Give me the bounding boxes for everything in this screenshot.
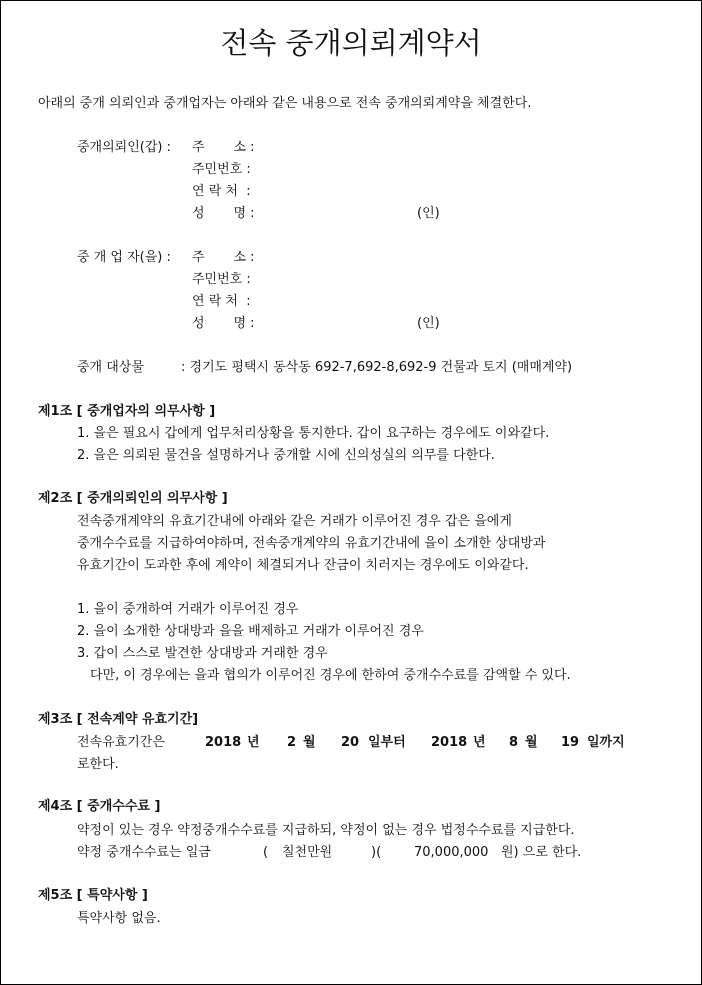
party-a-seal: (인) (417, 206, 440, 221)
article-2-item-3: 3. 갑이 스스로 발견한 상대방과 거래한 경우 (77, 646, 328, 661)
article-4-line-1: 약정이 있는 경우 약정중개수수료를 지급하되, 약정이 없는 경우 법정수수료를 지급한다. (77, 823, 575, 838)
end-month-unit: 월 (525, 735, 538, 750)
fee-numeric-amount: 70,000,000 (414, 845, 489, 860)
object-value: : 경기도 평택시 동삭동 692-7,692-8,692-9 건물과 토지 (매매계약) (181, 360, 573, 375)
end-year: 2018 (431, 735, 468, 750)
fee-prefix: 약정 중개수수료는 일금 (77, 845, 211, 860)
article-1-line-1: 1. 을은 필요시 갑에게 업무처리상황을 통지한다. 갑이 요구하는 경우에도 이와같다. (77, 426, 550, 441)
article-1-heading: 제1조 [ 중개업자의 의무사항 ] (38, 404, 216, 419)
fee-open-paren: ( (263, 845, 269, 860)
party-a-label: 중개의뢰인(갑) : (77, 140, 172, 155)
article-5-heading: 제5조 [ 특약사항 ] (38, 888, 148, 903)
article-3-heading: 제3조 [ 전속계약 유효기간] (38, 712, 199, 727)
article-2-item-1: 1. 을이 중개하여 거래가 이루어진 경우 (77, 602, 299, 617)
fee-mid-paren: )( (371, 845, 382, 860)
party-b-id-label: 주민번호 : (192, 272, 251, 287)
article-1-line-2: 2. 을은 의뢰된 물건을 설명하거나 중개할 시에 신의성실의 의무를 다한다. (77, 448, 495, 463)
article-2-item-2: 2. 을이 소개한 상대방과 을을 배제하고 거래가 이루어진 경우 (77, 624, 424, 639)
end-day-unit: 일까지 (587, 735, 625, 750)
fee-korean-amount: 칠천만원 (282, 845, 333, 860)
intro-text: 아래의 중개 의뢰인과 중개업자는 아래와 같은 내용으로 전속 중개의뢰계약을 체결한다. (38, 96, 532, 111)
article-2-note: 다만, 이 경우에는 을과 협의가 이루어진 경우에 한하여 중개수수료를 감액할 수 있다. (90, 668, 571, 683)
party-a-contact-label: 연 락 처 : (192, 184, 251, 199)
end-month: 8 (509, 735, 519, 750)
start-month: 2 (287, 735, 297, 750)
start-year-unit: 년 (247, 735, 260, 750)
article-2-line-3: 유효기간이 도과한 후에 계약이 체결되거나 잔금이 치러지는 경우에도 이와같다. (77, 558, 529, 573)
article-4-heading: 제4조 [ 중개수수료 ] (38, 799, 161, 814)
party-a-address-label: 주 소 : (192, 140, 255, 155)
object-label: 중개 대상물 (77, 360, 144, 375)
end-day: 19 (561, 735, 580, 750)
start-month-unit: 월 (303, 735, 316, 750)
party-b-name-label: 성 명 : (192, 316, 255, 331)
article-2-line-1: 전속중개계약의 유효기간내에 아래와 같은 거래가 이루어진 경우 갑은 을에게 (77, 514, 512, 529)
party-b-address-label: 주 소 : (192, 250, 255, 265)
start-year: 2018 (205, 735, 242, 750)
party-a-name-label: 성 명 : (192, 206, 255, 221)
party-a-id-label: 주민번호 : (192, 162, 251, 177)
party-b-label: 중 개 업 자(을) : (77, 250, 171, 265)
start-day: 20 (341, 735, 360, 750)
period-suffix: 로한다. (77, 757, 119, 772)
period-prefix: 전속유효기간은 (77, 735, 165, 750)
start-day-unit: 일부터 (368, 735, 406, 750)
party-b-contact-label: 연 락 처 : (192, 294, 251, 309)
article-2-line-2: 중개수수료를 지급하여야하며, 전속중개계약의 유효기간내에 을이 소개한 상대방과 (77, 536, 546, 551)
party-b-seal: (인) (417, 316, 440, 331)
end-year-unit: 년 (473, 735, 486, 750)
article-2-heading: 제2조 [ 중개의뢰인의 의무사항 ] (38, 491, 228, 506)
fee-suffix: 원) 으로 한다. (501, 845, 582, 860)
document-title: 전속 중개의뢰계약서 (220, 26, 482, 60)
article-5-line-1: 특약사항 없음. (77, 911, 161, 926)
